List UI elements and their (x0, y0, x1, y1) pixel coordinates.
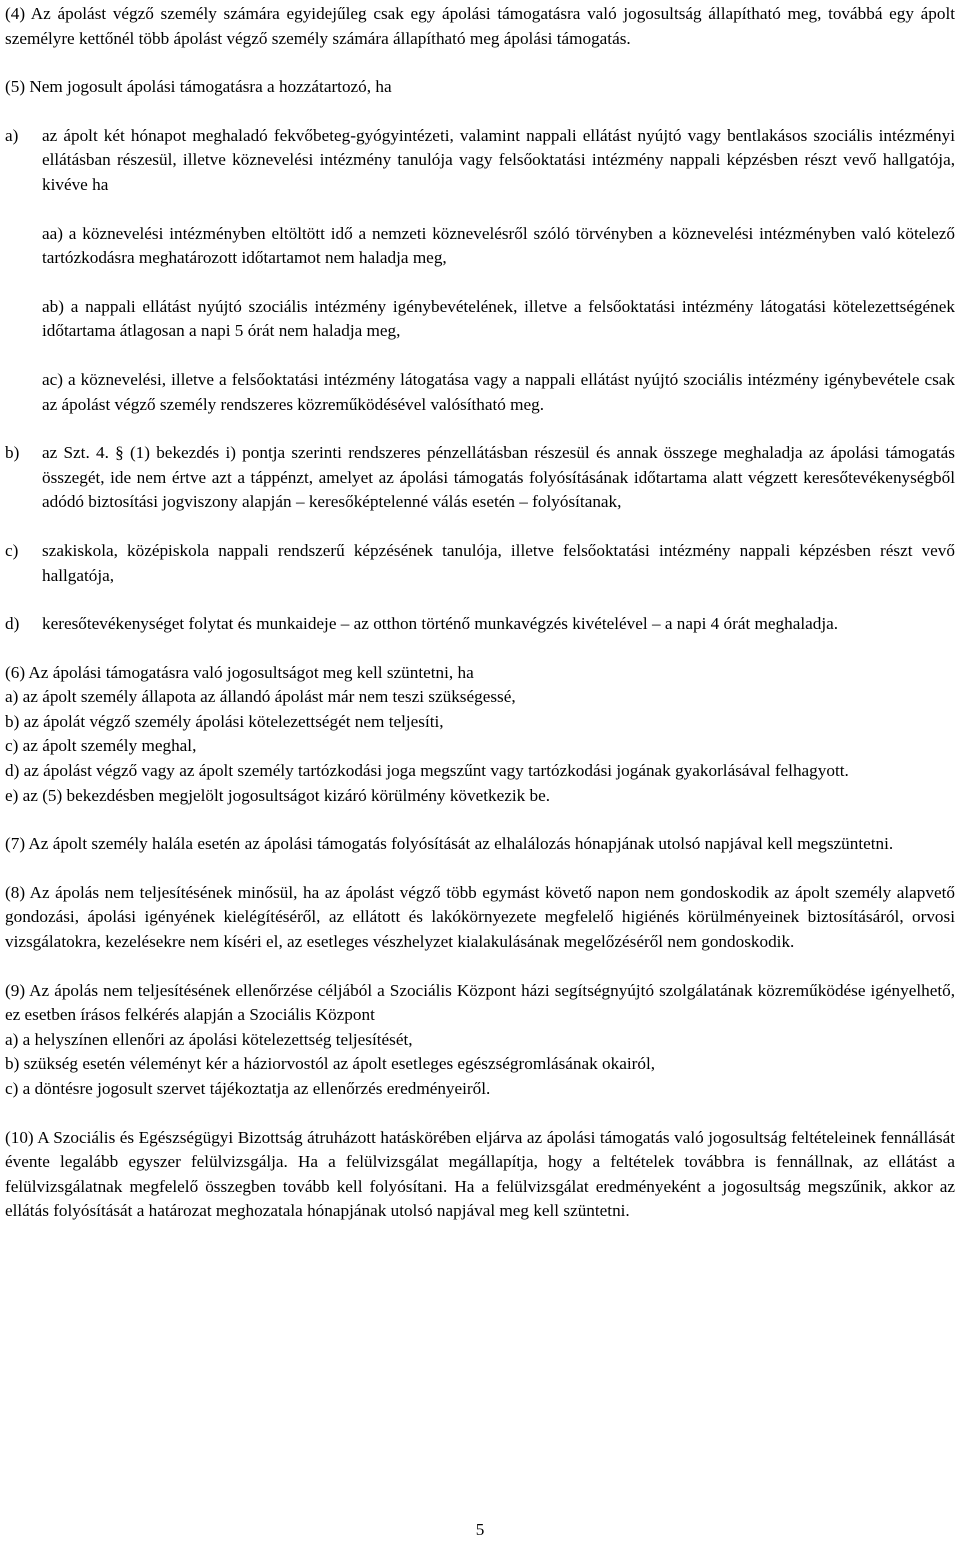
paragraph-10: (10) A Szociális és Egészségügyi Bizottság átruházott hatáskörében eljárva az ápolási támogatás való jogosultság feltételeinek fennállását évente legalább egyszer felülvizsgálja. Ha a felülvizsgálat megállapítja, hogy a feltételek továbbra is fennállnak, az ellátást a felülvizsgálatnak megfelelő összegben tovább kell folyósítani. Ha a felülvizsgálat eredményeként a jogosultság megszűnik, akkor az ellátás folyósítását a határozat meghozatala hónapjának utolsó napjával meg kell szüntetni. (5, 1127, 955, 1221)
list-label: d) (5, 614, 20, 634)
paragraph-9-c: c) a döntésre jogosult szervet tájékoztatja az ellenőrzés eredményeiről. (5, 1079, 491, 1098)
subitem-ac: ac) a köznevelési, illetve a felsőoktatási intézmény látogatása vagy a nappali ellátást nyújtó szociális intézmény igénybevétele csak az ápolást végző személy rendszeres közreműködésével valósítható meg. (42, 369, 955, 414)
paragraph-6-a: a) az ápolt személy állapota az állandó ápolást már nem teszi szükségessé, (5, 687, 516, 707)
list-label: a) (5, 125, 19, 145)
paragraph-6-e: e) az (5) bekezdésben megjelölt jogosultságot kizáró körülmény következik be. (5, 785, 551, 805)
list-item-5b (5, 441, 955, 515)
paragraph-9-b: b) szükség esetén véleményt kér a háziorvostól az ápolt esetleges egészségromlásának okairól, (5, 1054, 656, 1074)
document-page (5, 2, 955, 1224)
paragraph-8: (8) Az ápolás nem teljesítésének minősül, ha az ápolást végző több egymást követő napon nem gondoskodik az ápolt személy alapvető gondozási, ápolási igényének kielégítéséről, az ellátott és lakókörnyezete megfelelő higiénés körülményeinek biztosításáról, orvosi vizsgálatokra, kezelésekre nem kíséri el, az esetleges vészhelyzet kialakulásának megelőzéséről nem gondoskodik. (5, 882, 955, 952)
list-text: szakiskola, középiskola nappali rendszerű képzésének tanulója, illetve felsőoktatási intézmény nappali képzésben részt vevő hallgatója, (42, 540, 955, 585)
list-label: b) (5, 443, 20, 463)
list-text: az Szt. 4. § (1) bekezdés i) pontja szerinti rendszeres pénzellátásban részesül és annak összege meghaladja az ápolási támogatás összegét, ide nem értve azt a táppénzt, amelyet az ápolási támogatás folyósításának időtartama alatt végzett keresőtevékenységből adódó biztosítási jogviszony alapján – keresőképtelenné válás esetén – folyósítanak, (42, 443, 955, 512)
paragraph-9-intro: (9) Az ápolás nem teljesítésének ellenőrzése céljából a Szociális Központ házi segítségnyújtó szolgálatának közreműködése igényelhető, ez esetben írásos felkérés alapján a Szociális Központ (5, 980, 955, 1025)
paragraph-6-intro: (6) Az ápolási támogatásra való jogosultságot meg kell szüntetni, ha (5, 662, 474, 682)
paragraph-4: (4) Az ápolást végző személy számára egyidejűleg csak egy ápolási támogatásra való jogosultság állapítható meg, továbbá egy ápolt személyre kettőnél több ápolást végző személy számára állapítható meg ápolási támogatás. (5, 4, 955, 48)
list-item-5a (5, 124, 955, 198)
paragraph-6-c: c) az ápolt személy meghal, (5, 736, 197, 756)
paragraph-9-a: a) a helyszínen ellenőri az ápolási kötelezettség teljesítését, (5, 1029, 413, 1049)
subitem-aa: aa) a köznevelési intézményben eltöltött idő a nemzeti köznevelésről szóló törvényben a köznevelési intézményben való kötelező tartózkodásra meghatározott időtartamot nem haladja meg, (42, 223, 955, 268)
paragraph-5-intro: (5) Nem jogosult ápolási támogatásra a hozzátartozó, ha (5, 77, 392, 97)
list-label: c) (5, 540, 19, 560)
list-text: keresőtevékenységet folytat és munkaideje – az otthon történő munkavégzés kivételével – a napi 4 órát meghaladja. (42, 614, 839, 634)
list-item-5d (5, 612, 955, 637)
paragraph-6-b: b) az ápolát végző személy ápolási kötelezettségét nem teljesíti, (5, 711, 444, 731)
paragraph-6-d: d) az ápolást végző vagy az ápolt személy tartózkodási joga megszűnt vagy tartózkodási jogának gyakorlásával felhagyott. (5, 761, 849, 781)
subitem-ab: ab) a nappali ellátást nyújtó szociális intézmény igénybevételének, illetve a felsőoktatási intézmény látogatási kötelezettségének időtartama átlagosan a napi 5 órát nem haladja meg, (42, 296, 955, 341)
list-item-5c (5, 539, 955, 588)
page-number: 5 (475, 1520, 485, 1539)
list-text: az ápolt két hónapot meghaladó fekvőbeteg-gyógyintézeti, valamint nappali ellátást nyújtó vagy bentlakásos szociális intézményi ellátásban részesül, illetve köznevelési intézmény tanulója vagy felsőoktatási intézmény nappali képzésben részt vevő hallgatója, kivéve ha (42, 125, 955, 194)
paragraph-7: (7) Az ápolt személy halála esetén az ápolási támogatás folyósítását az elhalálozás hónapjának utolsó napjával kell megszüntetni. (5, 834, 894, 854)
